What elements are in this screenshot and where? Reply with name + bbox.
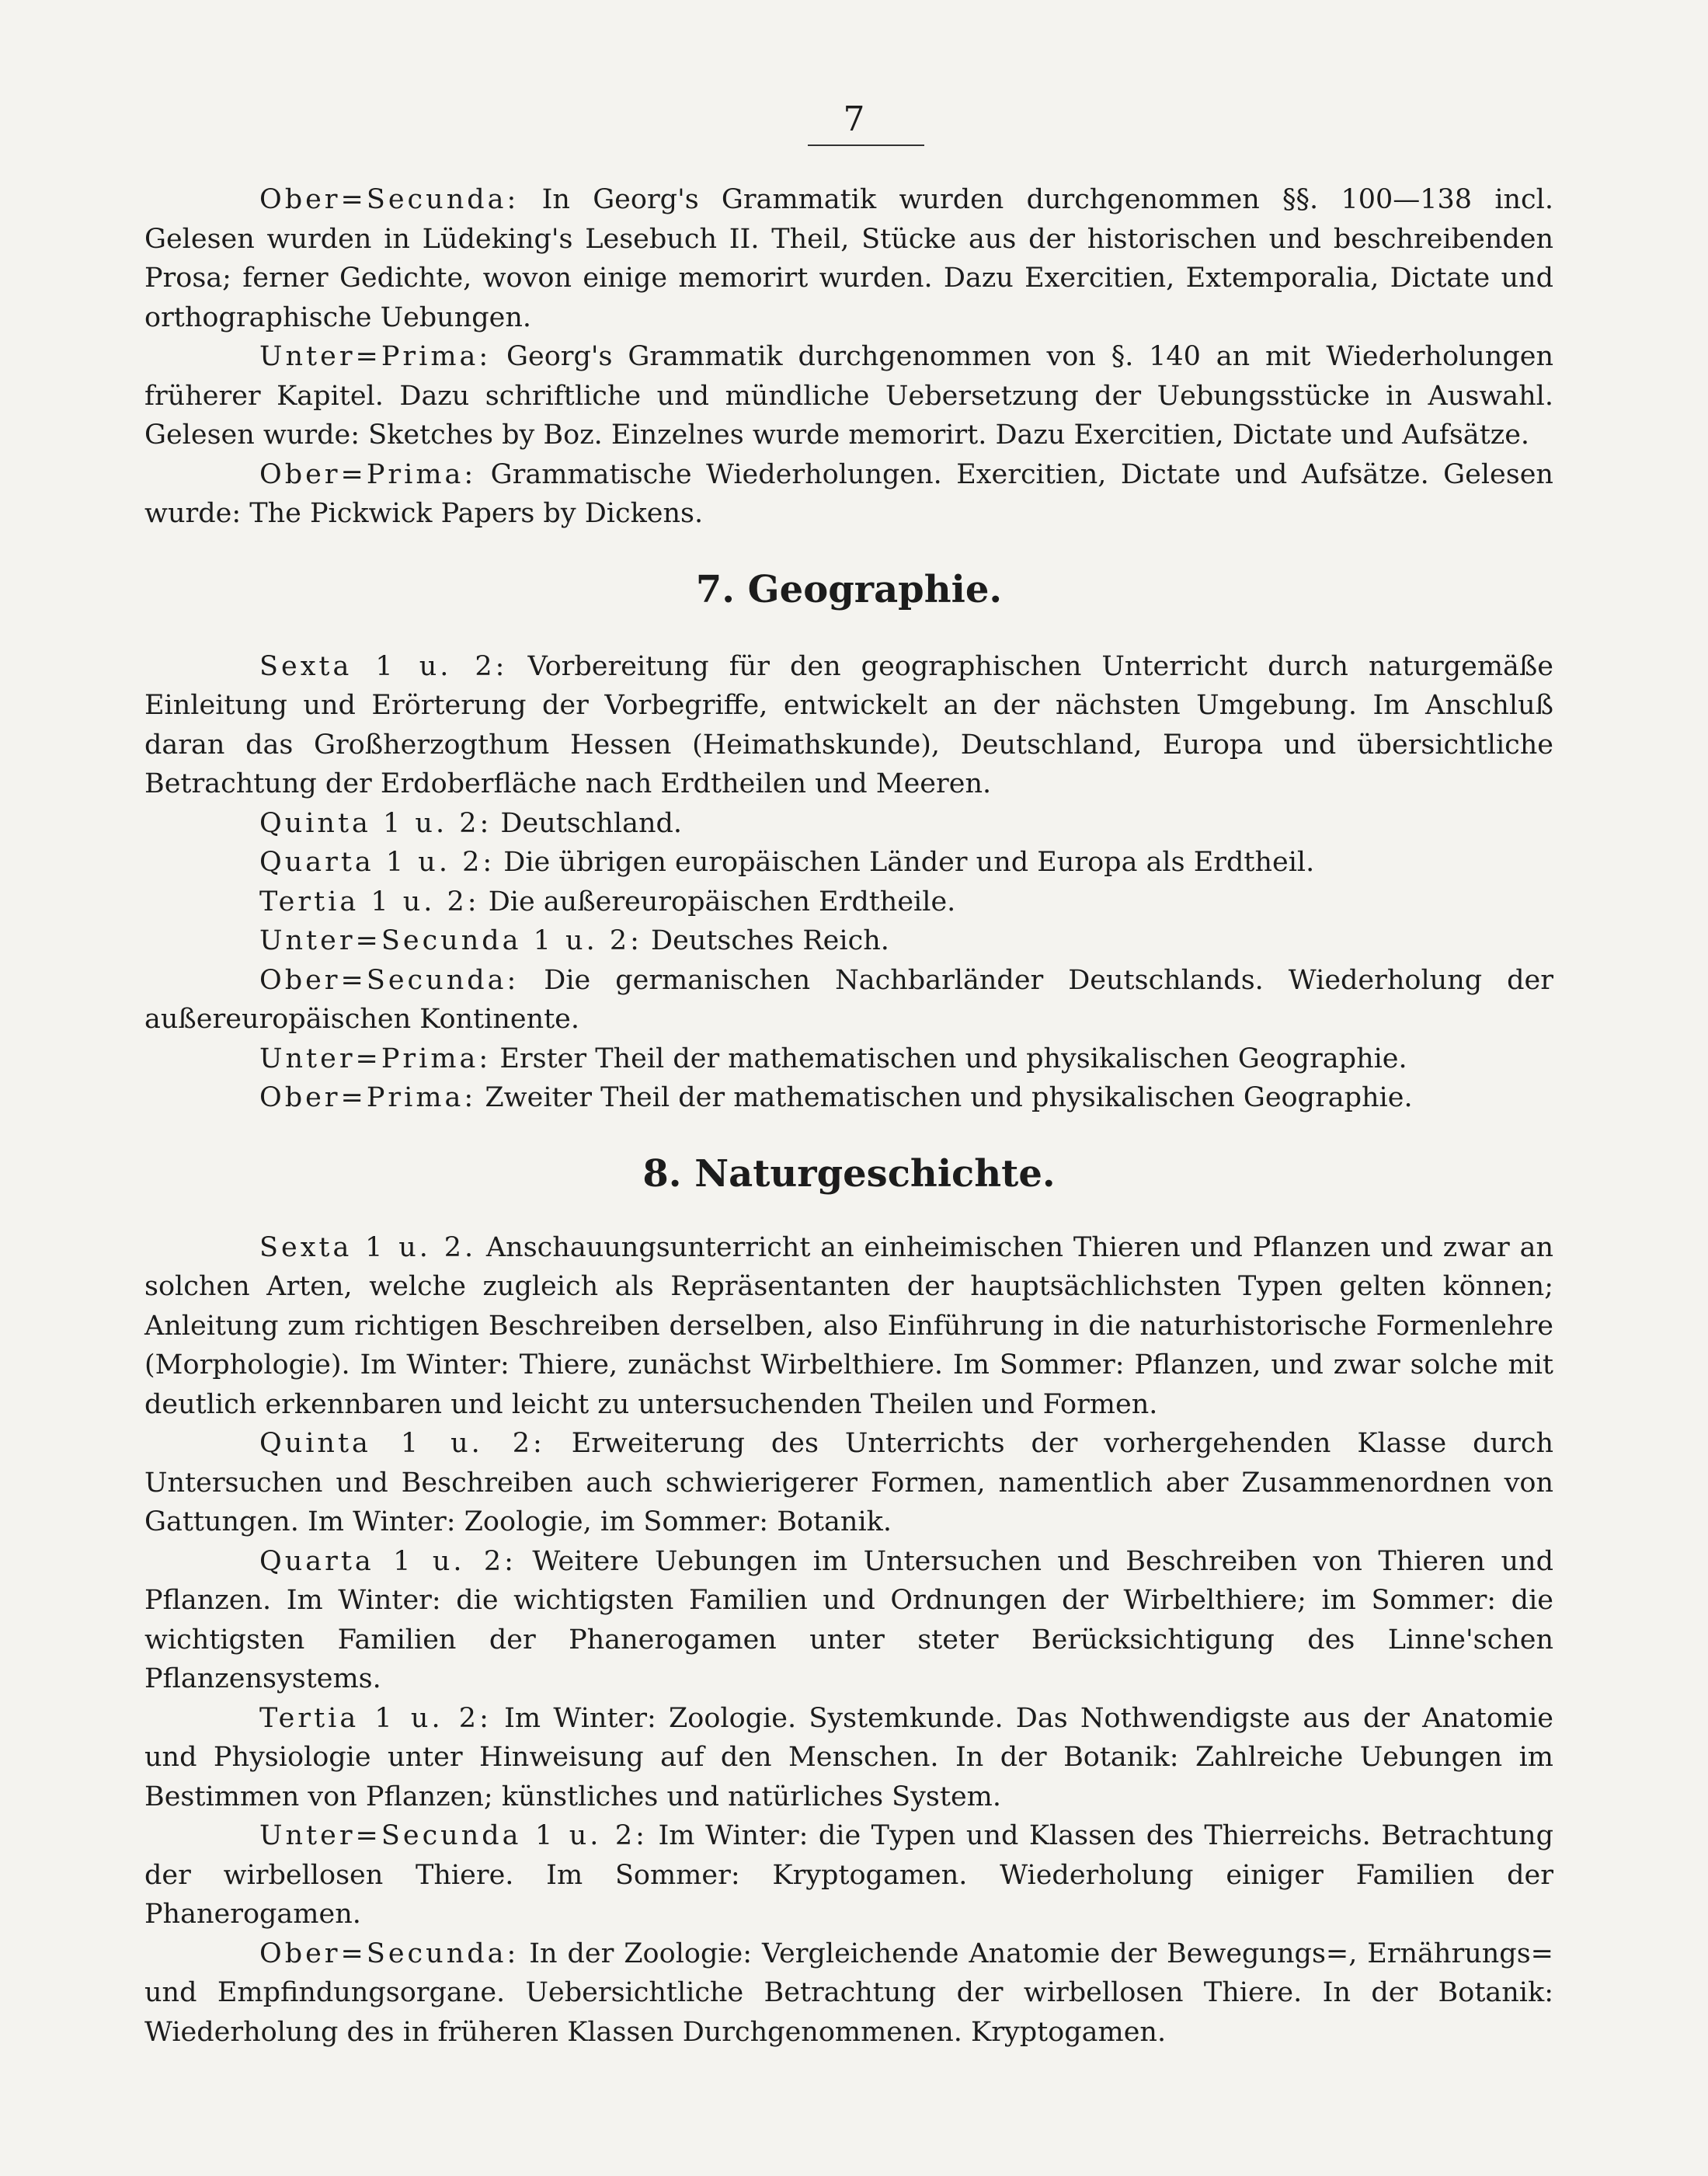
- paragraph-text: Grammatische Wiederholungen. Exercitien, Dictate und Aufsätze. Gelesen wurde: The Pickwick Papers by Dickens.: [144, 458, 1553, 529]
- section-heading-geographie: 7. Geographie.: [695, 567, 1003, 611]
- paragraph-text: Im Winter: Zoologie. Systemkunde. Das Nothwendigste aus der Anatomie und Physiologie unter Hinweisung auf den Menschen. In der Botanik: Zahlreiche Uebungen im Bestimmen von Pflanzen; künstliches und natürliches System.: [144, 1702, 1553, 1812]
- paragraph-text: In der Zoologie: Vergleichende Anatomie der Bewegungs=, Ernährungs= und Empfindungsorgane. Uebersichtliche Betrachtung der wirbellosen Thiere. In der Botanik: Wiederholung des in früheren Klassen Durchgenommenen. Kryptogamen.: [144, 1938, 1553, 2048]
- paragraph-text: Zweiter Theil der mathematischen und physikalischen Geographie.: [485, 1082, 1413, 1113]
- paragraph-text: Vorbereitung für den geographischen Unterricht durch naturgemäße Einleitung und Erörterung der Vorbegriffe, entwickelt an der nächsten Umgebung. Im Anschluß daran das Großherzogthum Hessen (Heimathskunde), Deutschland, Europa und übersichtliche Betrachtung der Erdoberfläche nach Erdtheilen und Meeren.: [144, 650, 1553, 799]
- section-heading-naturgeschichte: 8. Naturgeschichte.: [642, 1151, 1056, 1196]
- paragraph-text: In Georg's Grammatik wurden durchgenommen §§. 100—138 incl. Gelesen wurden in Lüdeking's Lesebuch II. Theil, Stücke aus der historischen und beschreibenden Prosa; ferner Gedichte, wovon einige memorirt wurden. Dazu Exercitien, Extemporalia, Dictate und orthographische Uebungen.: [144, 184, 1553, 333]
- paragraph-unter-prima-english: [144, 337, 1553, 455]
- class-term: Unter=Prima:: [259, 1043, 492, 1074]
- header-rule: [808, 144, 924, 146]
- paragraph-sexta-nat: [144, 1228, 1553, 1425]
- class-term: Quarta 1 u. 2:: [259, 847, 496, 878]
- paragraph-quinta-geo: [144, 804, 1553, 844]
- paragraph-unter-prima-geo: [144, 1039, 1553, 1079]
- page-content: [144, 180, 1553, 2052]
- class-term: Tertia 1 u. 2:: [259, 1702, 492, 1734]
- paragraph-ober-prima-english: [144, 455, 1553, 534]
- class-term: Unter=Secunda 1 u. 2:: [259, 925, 642, 956]
- class-term: Quinta 1 u. 2:: [259, 1428, 545, 1459]
- paragraph-ober-secunda-english: [144, 180, 1553, 337]
- class-term: Quarta 1 u. 2:: [259, 1545, 517, 1577]
- class-term: Tertia 1 u. 2:: [259, 886, 480, 917]
- class-term: Ober=Secunda:: [259, 964, 520, 996]
- paragraph-text: Im Winter: die Typen und Klassen des Thierreichs. Betrachtung der wirbellosen Thiere. Im Sommer: Kryptogamen. Wiederholung einiger Familien der Phanerogamen.: [144, 1820, 1553, 1930]
- class-term: Sexta 1 u. 2:: [259, 650, 508, 682]
- paragraph-ober-secunda-nat: [144, 1934, 1553, 2052]
- paragraph-quinta-nat: [144, 1424, 1553, 1542]
- paragraph-quarta-nat: [144, 1542, 1553, 1699]
- paragraph-text: Anschauungsunterricht an einheimischen Thieren und Pflanzen und zwar an solchen Arten, welche zugleich als Repräsentanten der hauptsächlichsten Typen gelten können; Anleitung zum richtigen Beschreiben derselben, also Einführung in die naturhistorische Formenlehre (Morphologie). Im Winter: Thiere, zunächst Wirbelthiere. Im Sommer: Pflanzen, und zwar solche mit deutlich erkennbaren und leicht zu untersuchenden Theilen und Formen.: [144, 1231, 1553, 1420]
- paragraph-text: Deutschland.: [500, 807, 683, 839]
- class-term: Ober=Prima:: [259, 1082, 477, 1113]
- paragraph-text: Weitere Uebungen im Untersuchen und Beschreiben von Thieren und Pflanzen. Im Winter: die wichtigsten Familien und Ordnungen der Wirbelthiere; im Sommer: die wichtigsten Familien der Phanerogamen unter steter Berücksichtigung des Linne'schen Pflanzensystems.: [144, 1545, 1553, 1694]
- paragraph-tertia-geo: [144, 883, 1553, 922]
- class-term: Ober=Secunda:: [259, 1938, 520, 1969]
- paragraph-text: Die übrigen europäischen Länder und Europa als Erdtheil.: [503, 847, 1315, 878]
- class-term: Unter=Prima:: [259, 341, 492, 372]
- class-term: Sexta 1 u. 2.: [259, 1231, 477, 1263]
- paragraph-quarta-geo: [144, 843, 1553, 883]
- paragraph-sexta-geo: [144, 647, 1553, 804]
- paragraph-tertia-nat: [144, 1699, 1553, 1817]
- paragraph-text: Erweiterung des Unterrichts der vorhergehenden Klasse durch Untersuchen und Beschreiben auch schwierigerer Formen, namentlich aber Zusammenordnen von Gattungen. Im Winter: Zoologie, im Sommer: Botanik.: [144, 1428, 1554, 1537]
- class-term: Ober=Secunda:: [259, 184, 520, 215]
- paragraph-text: Erster Theil der mathematischen und physikalischen Geographie.: [499, 1043, 1407, 1074]
- paragraph-text: Deutsches Reich.: [651, 925, 889, 956]
- paragraph-ober-secunda-geo: [144, 961, 1553, 1039]
- paragraph-unter-secunda-nat: [144, 1816, 1553, 1934]
- paragraph-text: Die germanischen Nachbarländer Deutschlands. Wiederholung der außereuropäischen Kontinente.: [144, 964, 1553, 1035]
- class-term: Ober=Prima:: [259, 458, 477, 490]
- class-term: Unter=Secunda 1 u. 2:: [259, 1820, 648, 1851]
- paragraph-text: Georg's Grammatik durchgenommen von §. 140 an mit Wiederholungen früherer Kapitel. Dazu schriftliche und mündliche Uebersetzung der Uebungsstücke in Auswahl. Gelesen wurde: Sketches by Boz. Einzelnes wurde memorirt. Dazu Exercitien, Dictate und Aufsätze.: [144, 341, 1553, 451]
- class-term: Quinta 1 u. 2:: [259, 807, 492, 839]
- paragraph-unter-secunda-geo: [144, 921, 1553, 961]
- paragraph-text: Die außereuropäischen Erdtheile.: [488, 886, 956, 917]
- paragraph-ober-prima-geo: [144, 1078, 1553, 1118]
- page-number: 7: [843, 99, 865, 139]
